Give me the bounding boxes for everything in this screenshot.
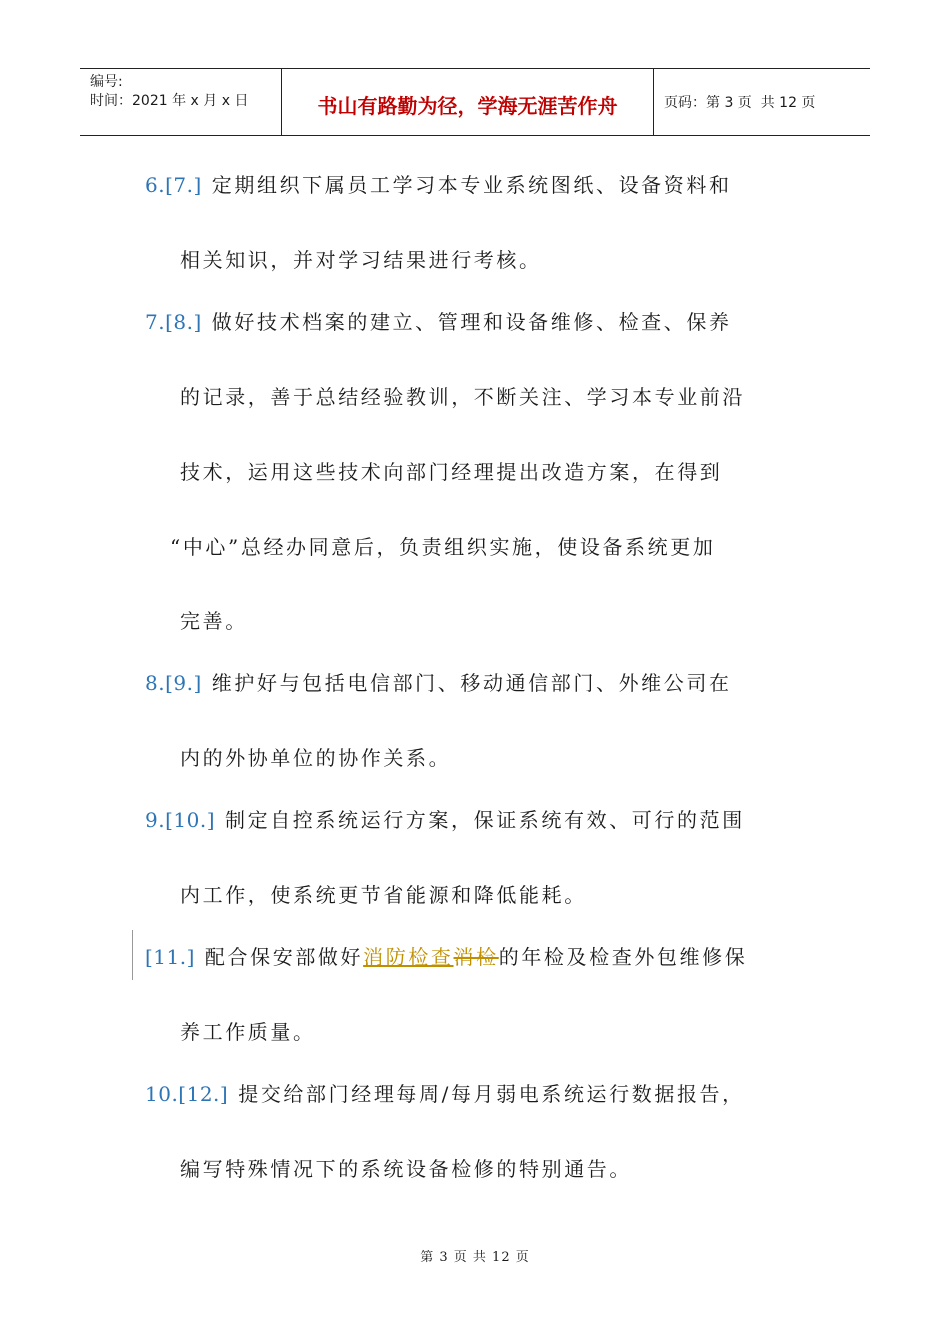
footer-page-number: 第 3 页 共 12 页	[420, 1250, 530, 1265]
list-item-continuation	[180, 883, 587, 907]
list-item-continuation	[180, 1020, 316, 1044]
item-text: 的年检及检查外包维修保	[498, 945, 748, 969]
list-item-continuation	[180, 248, 542, 272]
list-item	[145, 808, 745, 832]
list-item	[145, 310, 732, 334]
list-item	[145, 945, 747, 969]
item-text: 养工作质量。	[180, 1020, 316, 1044]
list-item-continuation	[170, 535, 715, 559]
item-number: [11.]	[145, 945, 195, 969]
header-table	[80, 68, 870, 136]
revision-change-bar	[132, 930, 133, 980]
code-label: 编号:	[90, 74, 123, 90]
item-text: 内的外协单位的协作关系。	[180, 746, 452, 770]
item-text: 提交给部门经理每周/每月弱电系统运行数据报告，	[238, 1082, 745, 1106]
item-text: 制定自控系统运行方案，保证系统有效、可行的范围	[225, 808, 745, 832]
list-item	[145, 173, 732, 197]
item-text: 编写特殊情况下的系统设备检修的特别通告。	[180, 1157, 632, 1181]
list-item	[145, 671, 732, 695]
item-number: 8.[9.]	[145, 671, 202, 695]
list-item-continuation	[180, 1157, 632, 1181]
item-text: 相关知识，并对学习结果进行考核。	[180, 248, 542, 272]
item-number: 10.[12.]	[145, 1082, 229, 1106]
header-left-cell	[80, 69, 282, 135]
list-item-continuation	[180, 460, 722, 484]
item-text: 完善。	[180, 609, 248, 633]
item-text: 技术，运用这些技术向部门经理提出改造方案，在得到	[180, 460, 723, 484]
item-text: 维护好与包括电信部门、移动通信部门、外维公司在	[211, 671, 732, 695]
page-footer	[0, 1246, 950, 1265]
list-item	[145, 1082, 745, 1106]
item-text: 内工作，使系统更节省能源和降低能耗。	[180, 883, 587, 907]
deleted-text: 消检	[453, 945, 499, 969]
list-item-continuation	[180, 385, 745, 409]
inserted-text: 消防检查	[363, 945, 454, 969]
item-number: 9.[10.]	[145, 808, 215, 832]
item-text: 的记录，善于总结经验教训，不断关注、学习本专业前沿	[180, 385, 745, 409]
list-item-continuation	[180, 746, 451, 770]
item-text: “中心”总经办同意后，负责组织实施，使设备系统更加	[170, 535, 716, 559]
item-number: 7.[8.]	[145, 310, 202, 334]
item-number: 6.[7.]	[145, 173, 202, 197]
item-text: 做好技术档案的建立、管理和设备维修、检查、保养	[211, 310, 732, 334]
page-label: 页码：第 3 页 共 12 页	[664, 95, 816, 111]
list-item-continuation	[180, 609, 248, 633]
header-right-cell	[654, 69, 870, 135]
item-text: 配合保安部做好	[204, 945, 364, 969]
item-text: 定期组织下属员工学习本专业系统图纸、设备资料和	[211, 173, 732, 197]
time-label: 时间：2021 年 x 月 x 日	[90, 93, 249, 109]
motto: 书山有路勤为径，学海无涯苦作舟	[282, 69, 654, 135]
